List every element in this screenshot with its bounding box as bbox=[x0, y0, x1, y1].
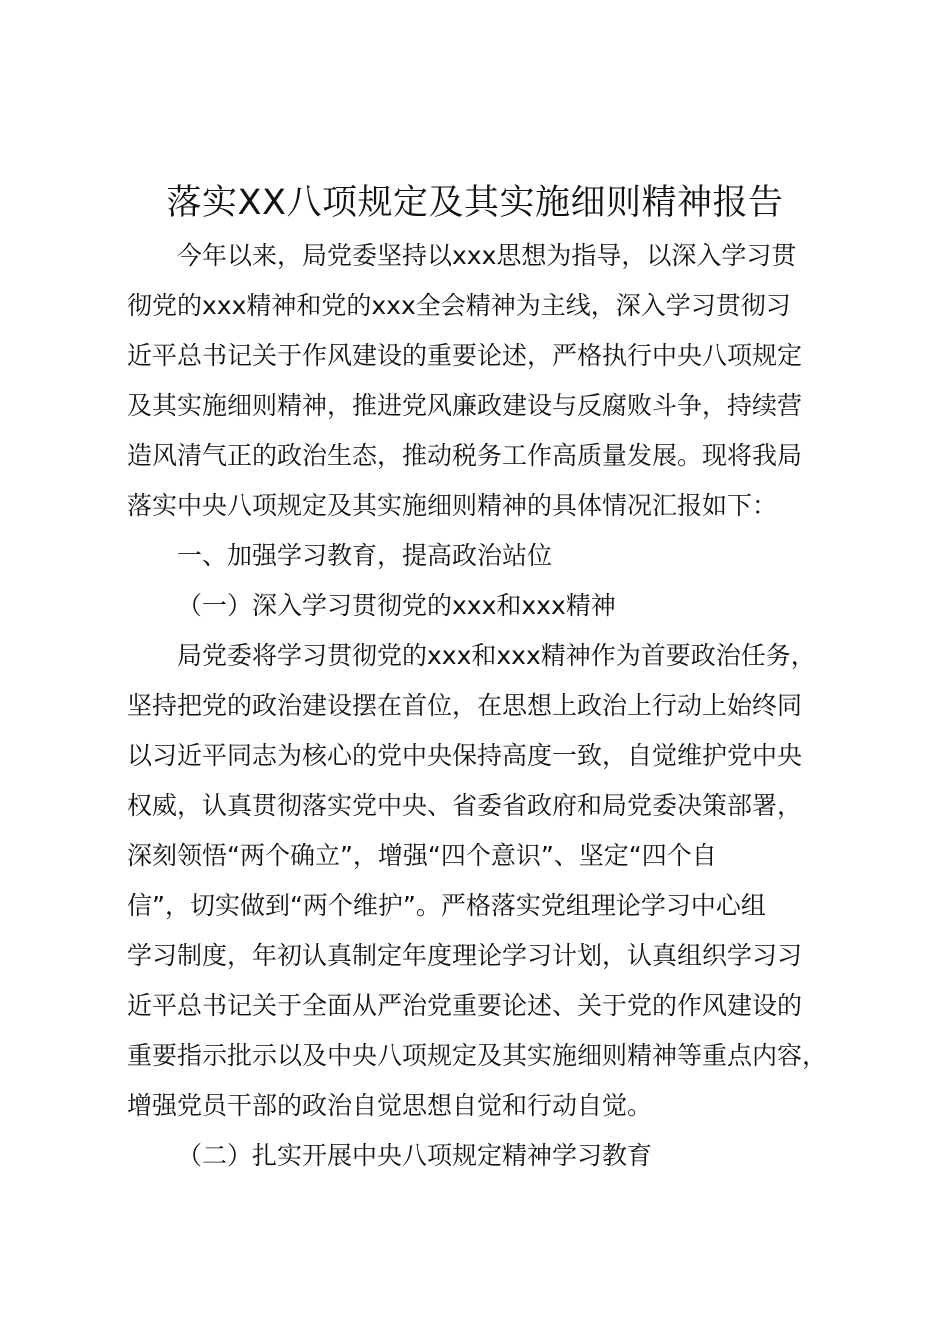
paragraph-line: 学习制度，年初认真制定年度理论学习计划，认真组织学习习 bbox=[127, 941, 803, 970]
document-body bbox=[127, 231, 847, 1181]
paragraph-line: 今年以来，局党委坚持以xxx思想为指导，以深入学习贯 bbox=[177, 241, 797, 270]
section-heading: 一、加强学习教育，提高政治站位 bbox=[177, 541, 553, 570]
paragraph-line: 造风清气正的政治生态，推动税务工作高质量发展。现将我局 bbox=[127, 441, 803, 470]
subsection-heading: （一）深入学习贯彻党的xxx和xxx精神 bbox=[177, 591, 616, 620]
paragraph-line: 深刻领悟“两个确立”，增强“四个意识”、坚定“四个自 bbox=[127, 841, 717, 870]
paragraph-line: 重要指示批示以及中央八项规定及其实施细则精神等重点内容， bbox=[127, 1041, 828, 1070]
paragraph-line: 增强党员干部的政治自觉思想自觉和行动自觉。 bbox=[127, 1091, 653, 1120]
paragraph-line: 权威，认真贯彻落实党中央、省委省政府和局党委决策部署， bbox=[127, 791, 803, 820]
paragraph-line: 落实中央八项规定及其实施细则精神的具体情况汇报如下： bbox=[127, 491, 778, 520]
paragraph-line: 以习近平同志为核心的党中央保持高度一致，自觉维护党中央 bbox=[127, 741, 803, 770]
paragraph-line: 近平总书记关于作风建设的重要论述，严格执行中央八项规定 bbox=[127, 341, 803, 370]
paragraph-line: 局党委将学习贯彻党的xxx和xxx精神作为首要政治任务， bbox=[177, 641, 816, 670]
paragraph-line: 彻党的xxx精神和党的xxx全会精神为主线，深入学习贯彻习 bbox=[127, 291, 791, 320]
paragraph-line: 坚持把党的政治建设摆在首位，在思想上政治上行动上始终同 bbox=[127, 691, 803, 720]
paragraph-line: 及其实施细则精神，推进党风廉政建设与反腐败斗争，持续营 bbox=[127, 391, 803, 420]
paragraph-line: 近平总书记关于全面从严治党重要论述、关于党的作风建设的 bbox=[127, 991, 803, 1020]
subsection-heading: （二）扎实开展中央八项规定精神学习教育 bbox=[177, 1141, 653, 1170]
paragraph-line: 信”，切实做到“两个维护”。严格落实党组理论学习中心组 bbox=[127, 891, 766, 920]
document-title: 落实XX八项规定及其实施细则精神报告 bbox=[166, 183, 784, 223]
